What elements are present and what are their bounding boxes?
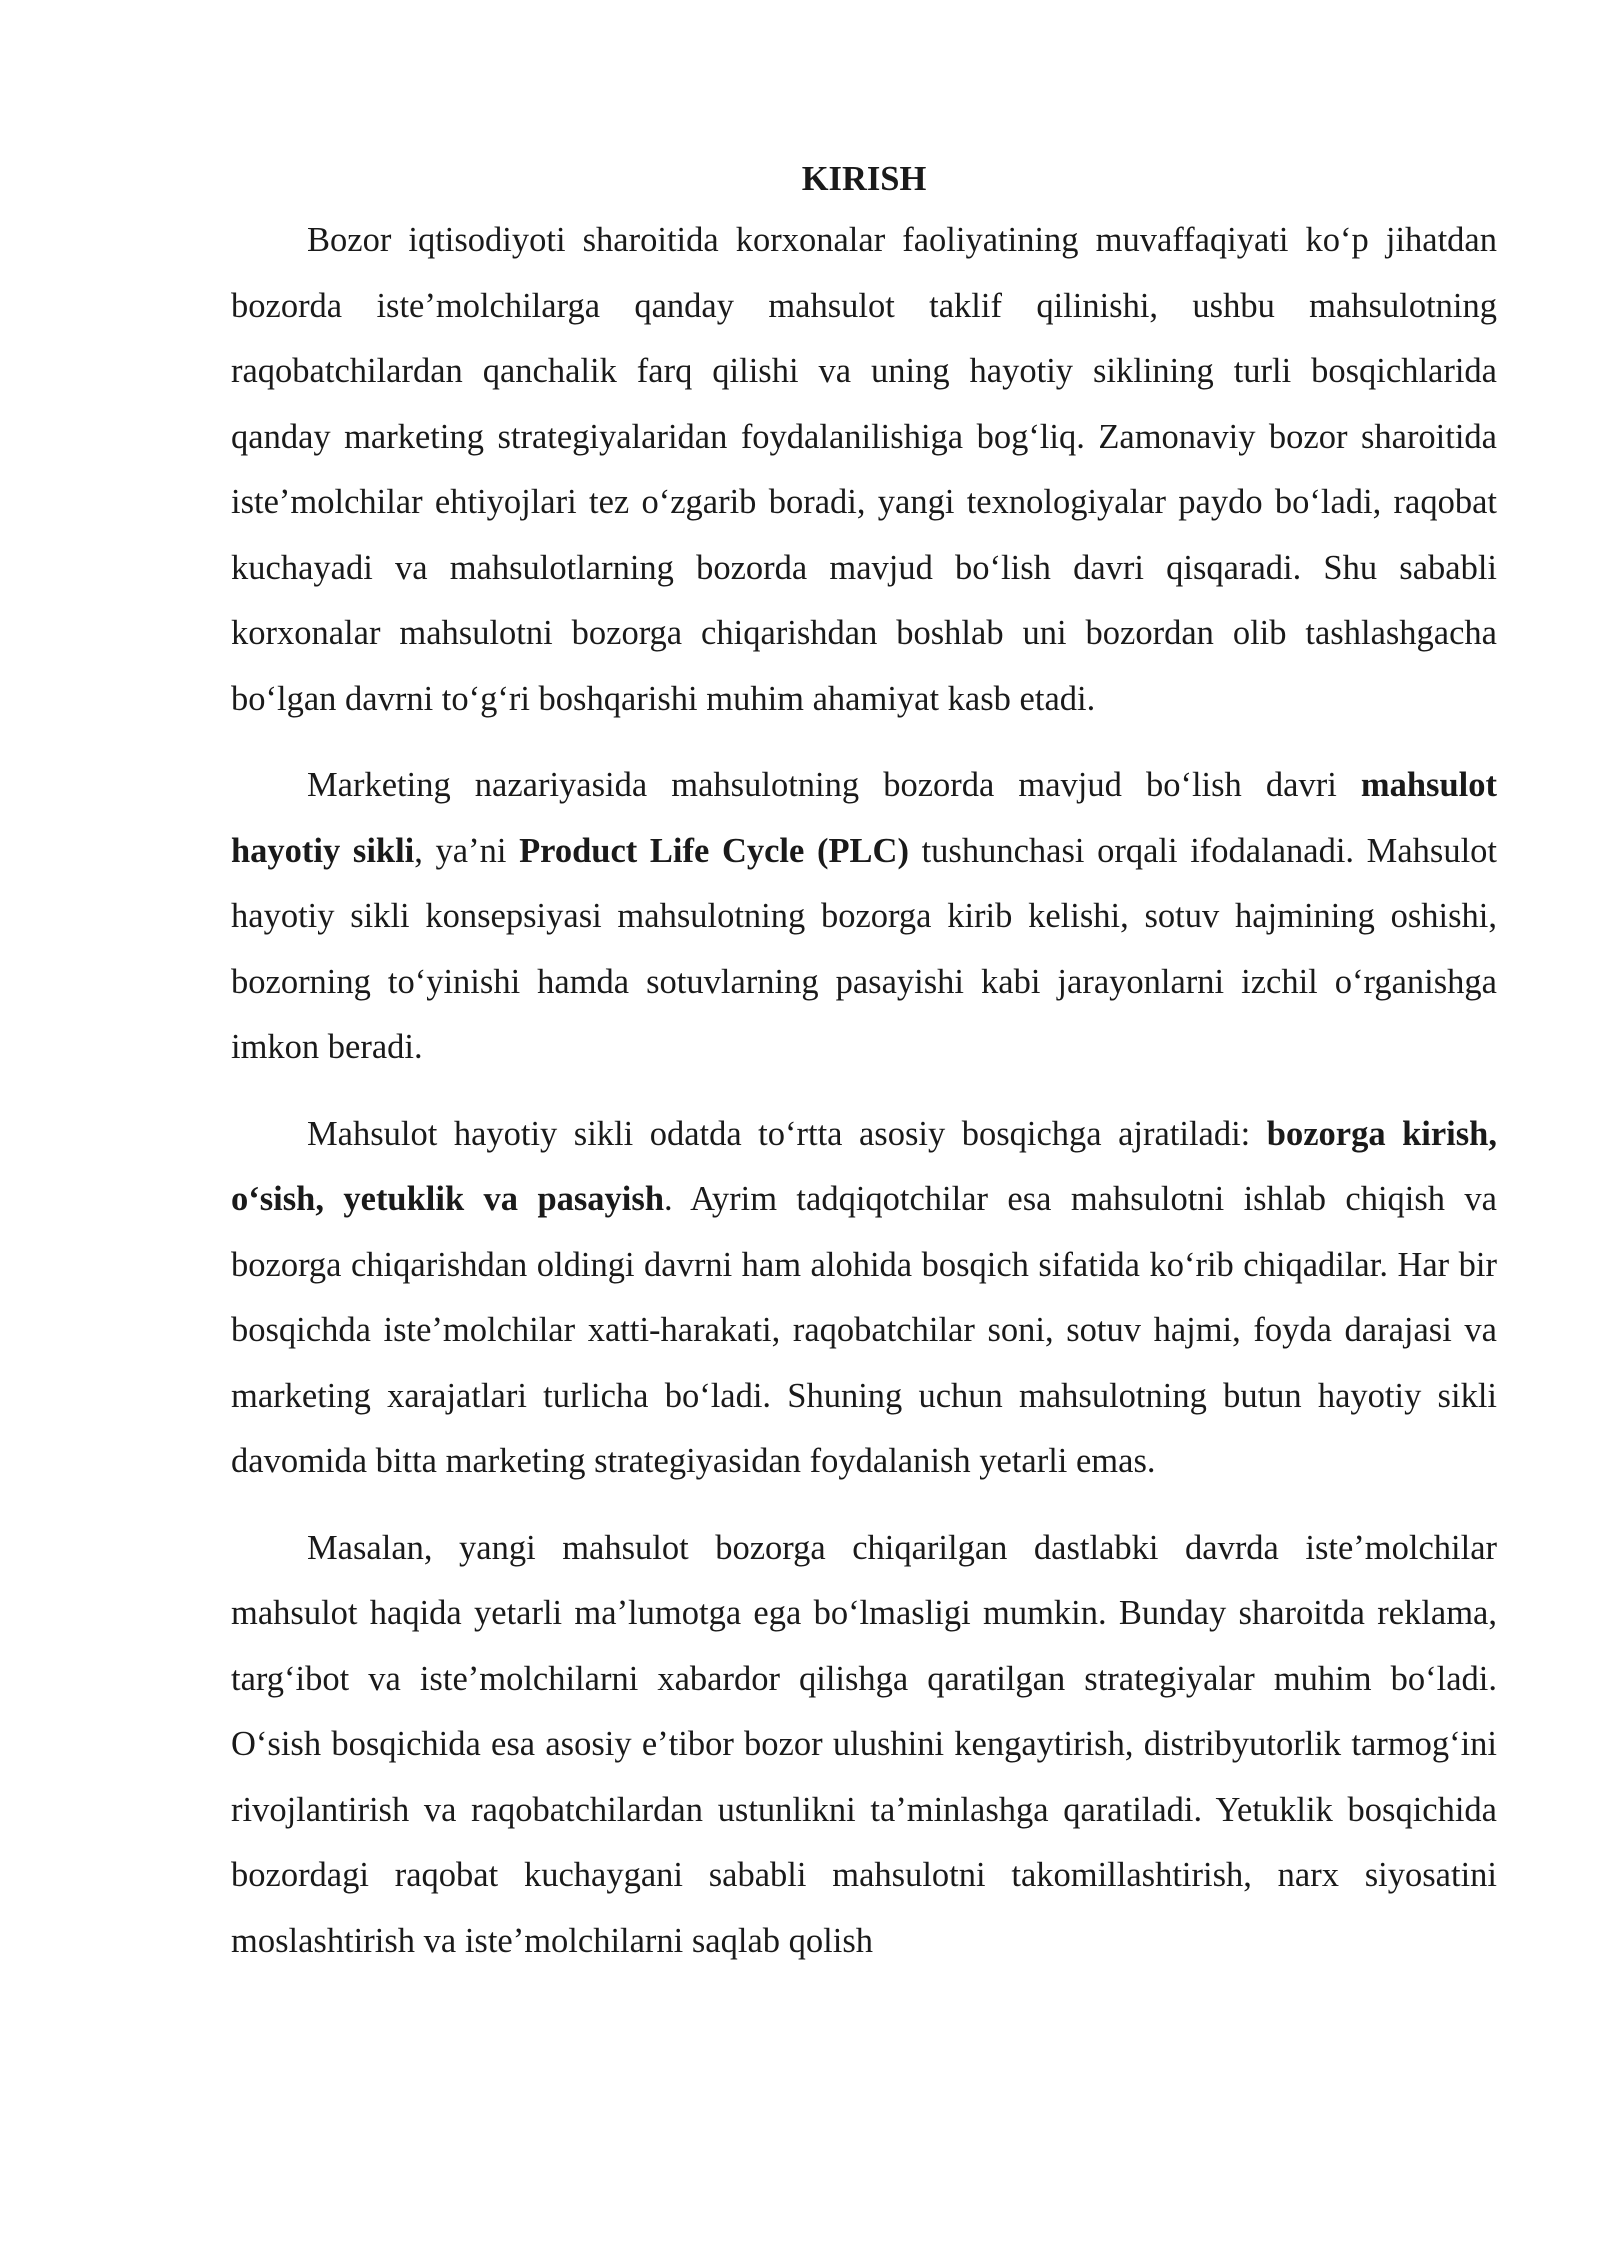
paragraph-3-bold-stages: bozorga kirish, oʻsish, yetuklik va pasayish bbox=[231, 1114, 1497, 1218]
paragraph-3-text-1: Mahsulot hayotiy sikli odatda toʻrtta asosiy bosqichga ajratiladi: bbox=[307, 1114, 1267, 1153]
paragraph-4 bbox=[231, 1516, 1497, 1975]
paragraph-3-text-2: . Ayrim tadqiqotchilar esa mahsulotni ishlab chiqish va bozorga chiqarishdan oldingi davrni ham alohida bosqich sifatida koʻrib chiqadilar. Har bir bosqichda isteʼmolchilar xatti-harakati, raqobatchilar soni, sotuv hajmi, foyda darajasi va marketing xarajatlari turlicha boʻladi. Shuning uchun mahsulotning butun hayotiy sikli davomida bitta marketing strategiyasidan foydalanish yetarli emas. bbox=[231, 1180, 1497, 1480]
paragraph-2-text-2: , yaʼni bbox=[414, 831, 520, 870]
paragraph-1-text: Bozor iqtisodiyoti sharoitida korxonalar faoliyatining muvaffaqiyati koʻp jihatdan bozorda isteʼmolchilarga qanday mahsulot taklif qilinishi, ushbu mahsulotning raqobatchilardan qanchalik farq qilishi va uning hayotiy siklining turli bosqichlarida qanday marketing strategiyalaridan foydalanilishiga bogʻliq. Zamonaviy bozor sharoitida isteʼmolchilar ehtiyojlari tez oʻzgarib boradi, yangi texnologiyalar paydo boʻladi, raqobat kuchayadi va mahsulotlarning bozorda mavjud boʻlish davri qisqaradi. Shu sababli korxonalar mahsulotni bozorga chiqarishdan boshlab uni bozordan olib tashlashgacha boʻlgan davrni toʻgʻri boshqarishi muhim ahamiyat kasb etadi. bbox=[231, 221, 1497, 718]
paragraph-4-text: Masalan, yangi mahsulot bozorga chiqarilgan dastlabki davrda isteʼmolchilar mahsulot haqida yetarli maʼlumotga ega boʻlmasligi mumkin. Bunday sharoitda reklama, targʻibot va isteʼmolchilarni xabardor qilishga qaratilgan strategiyalar muhim boʻladi. Oʻsish bosqichida esa asosiy eʼtibor bozor ulushini kengaytirish, distribyutorlik tarmogʻini rivojlantirish va raqobatchilardan ustunlikni taʼminlashga qaratiladi. Yetuklik bosqichida bozordagi raqobat kuchaygani sababli mahsulotni takomillashtirish, narx siyosatini moslashtirish va isteʼmolchilarni saqlab qolish bbox=[231, 1528, 1497, 1960]
document-title: KIRISH bbox=[801, 160, 927, 198]
paragraph-2-text-1: Marketing nazariyasida mahsulotning bozorda mavjud boʻlish davri bbox=[307, 766, 1361, 804]
paragraph-3 bbox=[231, 1102, 1497, 1495]
paragraph-1 bbox=[231, 208, 1497, 732]
paragraph-2-bold-term-plc: Product Life Cycle (PLC) bbox=[519, 831, 909, 870]
paragraph-2-bold-term-plc-name: mahsulot hayotiy sikli bbox=[231, 766, 1497, 870]
document-body bbox=[231, 152, 1497, 1995]
paragraph-2-text-3: tushunchasi orqali ifodalanadi. Mahsulot hayotiy sikli konsepsiyasi mahsulotning bozorga kirib kelishi, sotuv hajmining oshishi, bozorning toʻyinishi hamda sotuvlarning pasayishi kabi jarayonlarni izchil oʻrganishga imkon beradi. bbox=[231, 831, 1498, 1066]
paragraph-2 bbox=[231, 753, 1497, 1081]
